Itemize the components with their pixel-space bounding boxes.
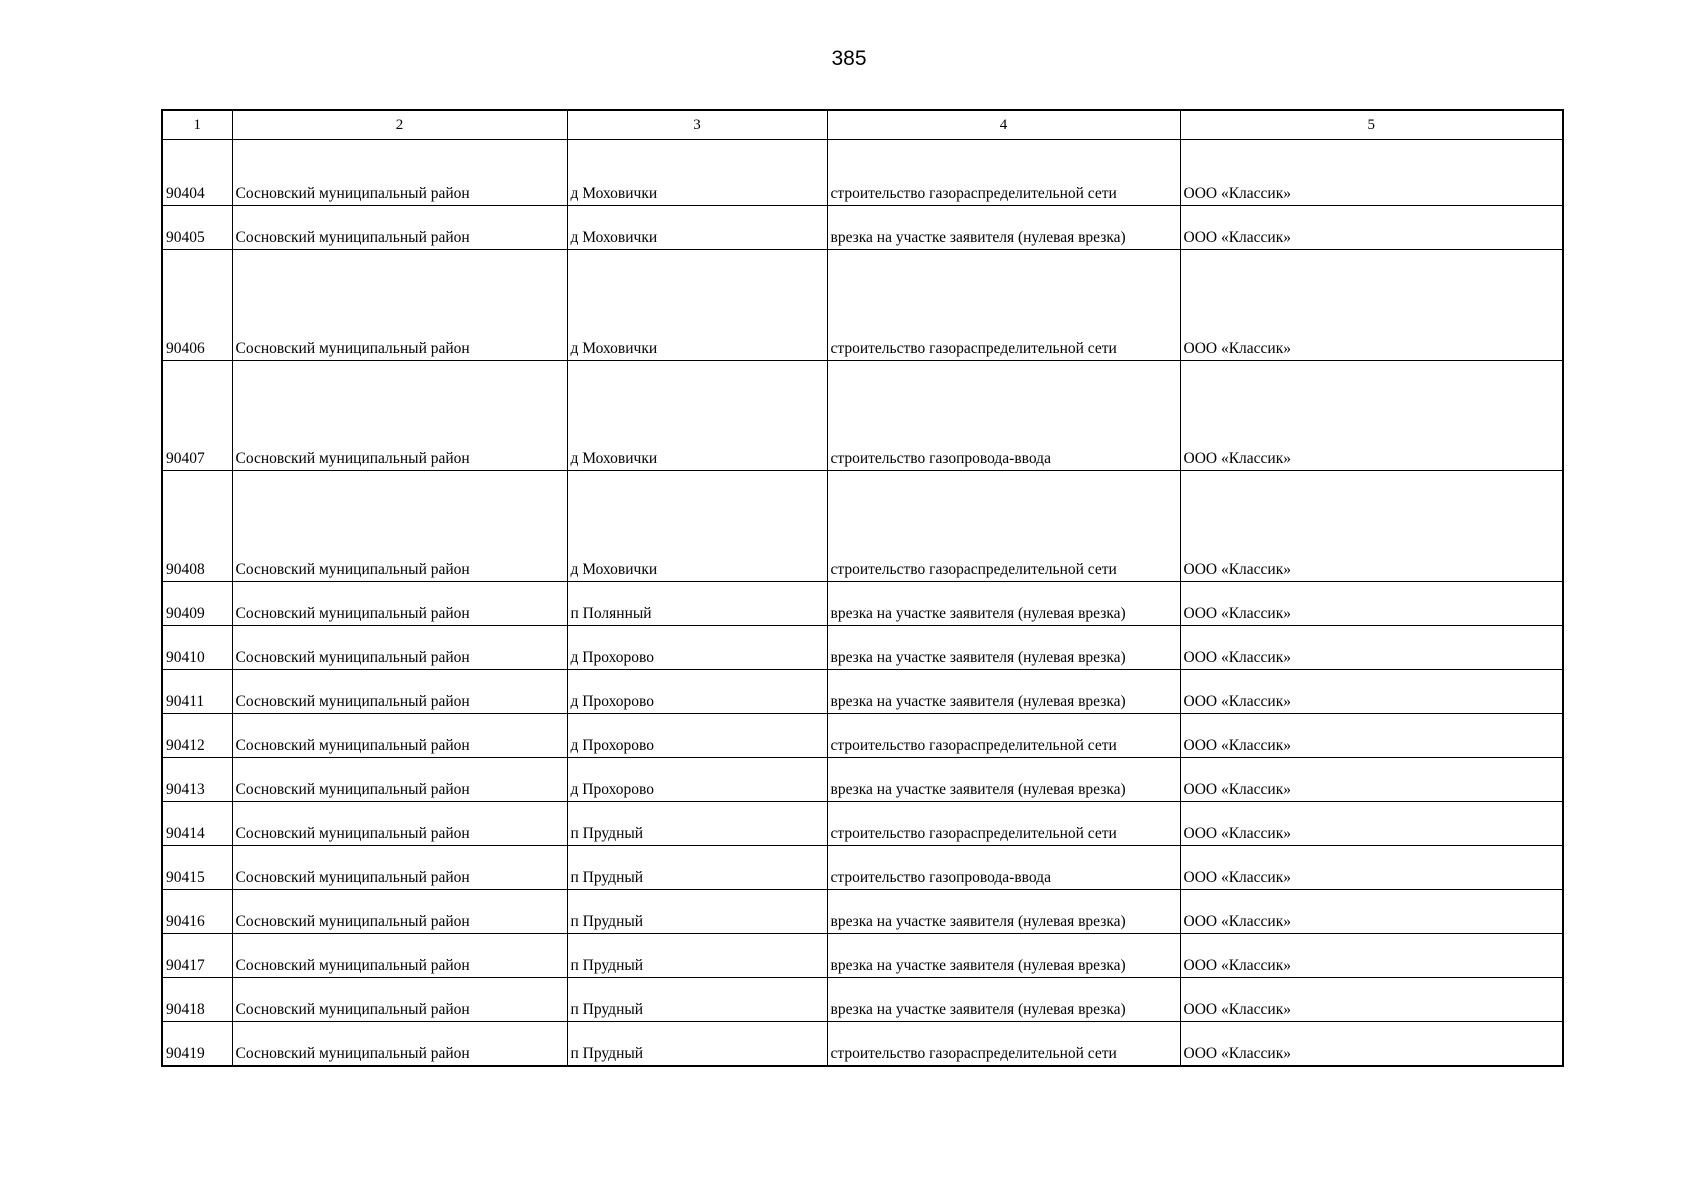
column-header-5: 5 — [1180, 110, 1563, 140]
district-cell: Сосновский муниципальный район — [232, 846, 567, 890]
work-type-cell: врезка на участке заявителя (нулевая врезка) — [827, 206, 1180, 250]
organization-cell: ООО «Классик» — [1180, 361, 1563, 471]
table-row — [162, 890, 1563, 934]
table-row — [162, 670, 1563, 714]
work-type-cell: строительство газопровода-ввода — [827, 361, 1180, 471]
district-cell: Сосновский муниципальный район — [232, 361, 567, 471]
work-type-cell: строительство газораспределительной сети — [827, 802, 1180, 846]
row-number-cell: 90410 — [162, 626, 232, 670]
work-type-cell: строительство газораспределительной сети — [827, 1022, 1180, 1067]
work-type-cell: строительство газопровода-ввода — [827, 846, 1180, 890]
page-number: 385 — [831, 47, 867, 70]
work-type-cell: врезка на участке заявителя (нулевая врезка) — [827, 582, 1180, 626]
row-number-cell: 90406 — [162, 250, 232, 361]
district-cell: Сосновский муниципальный район — [232, 670, 567, 714]
table-row — [162, 714, 1563, 758]
district-cell: Сосновский муниципальный район — [232, 978, 567, 1022]
district-cell: Сосновский муниципальный район — [232, 1022, 567, 1067]
table-row — [162, 934, 1563, 978]
organization-cell: ООО «Классик» — [1180, 140, 1563, 206]
data-table — [161, 109, 1564, 1067]
district-cell: Сосновский муниципальный район — [232, 250, 567, 361]
work-type-cell: врезка на участке заявителя (нулевая врезка) — [827, 890, 1180, 934]
row-number-cell: 90412 — [162, 714, 232, 758]
work-type-cell: строительство газораспределительной сети — [827, 471, 1180, 582]
work-type-cell: строительство газораспределительной сети — [827, 250, 1180, 361]
row-number-cell: 90415 — [162, 846, 232, 890]
table-row — [162, 978, 1563, 1022]
organization-cell: ООО «Классик» — [1180, 846, 1563, 890]
table-row — [162, 582, 1563, 626]
organization-cell: ООО «Классик» — [1180, 978, 1563, 1022]
table-row — [162, 626, 1563, 670]
organization-cell: ООО «Классик» — [1180, 250, 1563, 361]
district-cell: Сосновский муниципальный район — [232, 140, 567, 206]
table-row — [162, 802, 1563, 846]
organization-cell: ООО «Классик» — [1180, 934, 1563, 978]
column-header-1: 1 — [162, 110, 232, 140]
settlement-cell: д Прохорово — [567, 670, 827, 714]
organization-cell: ООО «Классик» — [1180, 802, 1563, 846]
work-type-cell: строительство газораспределительной сети — [827, 140, 1180, 206]
work-type-cell: врезка на участке заявителя (нулевая врезка) — [827, 626, 1180, 670]
row-number-cell: 90405 — [162, 206, 232, 250]
settlement-cell: д Моховички — [567, 361, 827, 471]
organization-cell: ООО «Классик» — [1180, 714, 1563, 758]
district-cell: Сосновский муниципальный район — [232, 582, 567, 626]
organization-cell: ООО «Классик» — [1180, 670, 1563, 714]
settlement-cell: п Прудный — [567, 978, 827, 1022]
settlement-cell: п Прудный — [567, 934, 827, 978]
settlement-cell: д Прохорово — [567, 758, 827, 802]
row-number-cell: 90408 — [162, 471, 232, 582]
district-cell: Сосновский муниципальный район — [232, 802, 567, 846]
table-row — [162, 206, 1563, 250]
row-number-cell: 90414 — [162, 802, 232, 846]
column-header-4: 4 — [827, 110, 1180, 140]
row-number-cell: 90413 — [162, 758, 232, 802]
settlement-cell: п Полянный — [567, 582, 827, 626]
settlement-cell: п Прудный — [567, 802, 827, 846]
organization-cell: ООО «Классик» — [1180, 471, 1563, 582]
settlement-cell: п Прудный — [567, 846, 827, 890]
table-row — [162, 471, 1563, 582]
table-header-row — [162, 110, 1563, 140]
settlement-cell: д Прохорово — [567, 714, 827, 758]
organization-cell: ООО «Классик» — [1180, 626, 1563, 670]
organization-cell: ООО «Классик» — [1180, 1022, 1563, 1067]
column-header-3: 3 — [567, 110, 827, 140]
district-cell: Сосновский муниципальный район — [232, 934, 567, 978]
district-cell: Сосновский муниципальный район — [232, 206, 567, 250]
settlement-cell: п Прудный — [567, 890, 827, 934]
work-type-cell: строительство газораспределительной сети — [827, 714, 1180, 758]
settlement-cell: д Моховички — [567, 471, 827, 582]
column-header-2: 2 — [232, 110, 567, 140]
table-row — [162, 758, 1563, 802]
district-cell: Сосновский муниципальный район — [232, 471, 567, 582]
settlement-cell: д Прохорово — [567, 626, 827, 670]
table-row — [162, 361, 1563, 471]
work-type-cell: врезка на участке заявителя (нулевая врезка) — [827, 978, 1180, 1022]
row-number-cell: 90416 — [162, 890, 232, 934]
table-row — [162, 140, 1563, 206]
settlement-cell: д Моховички — [567, 140, 827, 206]
table-row — [162, 1022, 1563, 1067]
organization-cell: ООО «Классик» — [1180, 890, 1563, 934]
district-cell: Сосновский муниципальный район — [232, 714, 567, 758]
row-number-cell: 90409 — [162, 582, 232, 626]
settlement-cell: д Моховички — [567, 206, 827, 250]
table-row — [162, 846, 1563, 890]
row-number-cell: 90407 — [162, 361, 232, 471]
organization-cell: ООО «Классик» — [1180, 582, 1563, 626]
row-number-cell: 90417 — [162, 934, 232, 978]
work-type-cell: врезка на участке заявителя (нулевая врезка) — [827, 670, 1180, 714]
district-cell: Сосновский муниципальный район — [232, 890, 567, 934]
settlement-cell: д Моховички — [567, 250, 827, 361]
row-number-cell: 90418 — [162, 978, 232, 1022]
work-type-cell: врезка на участке заявителя (нулевая врезка) — [827, 934, 1180, 978]
organization-cell: ООО «Классик» — [1180, 758, 1563, 802]
district-cell: Сосновский муниципальный район — [232, 626, 567, 670]
row-number-cell: 90404 — [162, 140, 232, 206]
organization-cell: ООО «Классик» — [1180, 206, 1563, 250]
row-number-cell: 90419 — [162, 1022, 232, 1067]
row-number-cell: 90411 — [162, 670, 232, 714]
table-row — [162, 250, 1563, 361]
settlement-cell: п Прудный — [567, 1022, 827, 1067]
district-cell: Сосновский муниципальный район — [232, 758, 567, 802]
work-type-cell: врезка на участке заявителя (нулевая врезка) — [827, 758, 1180, 802]
